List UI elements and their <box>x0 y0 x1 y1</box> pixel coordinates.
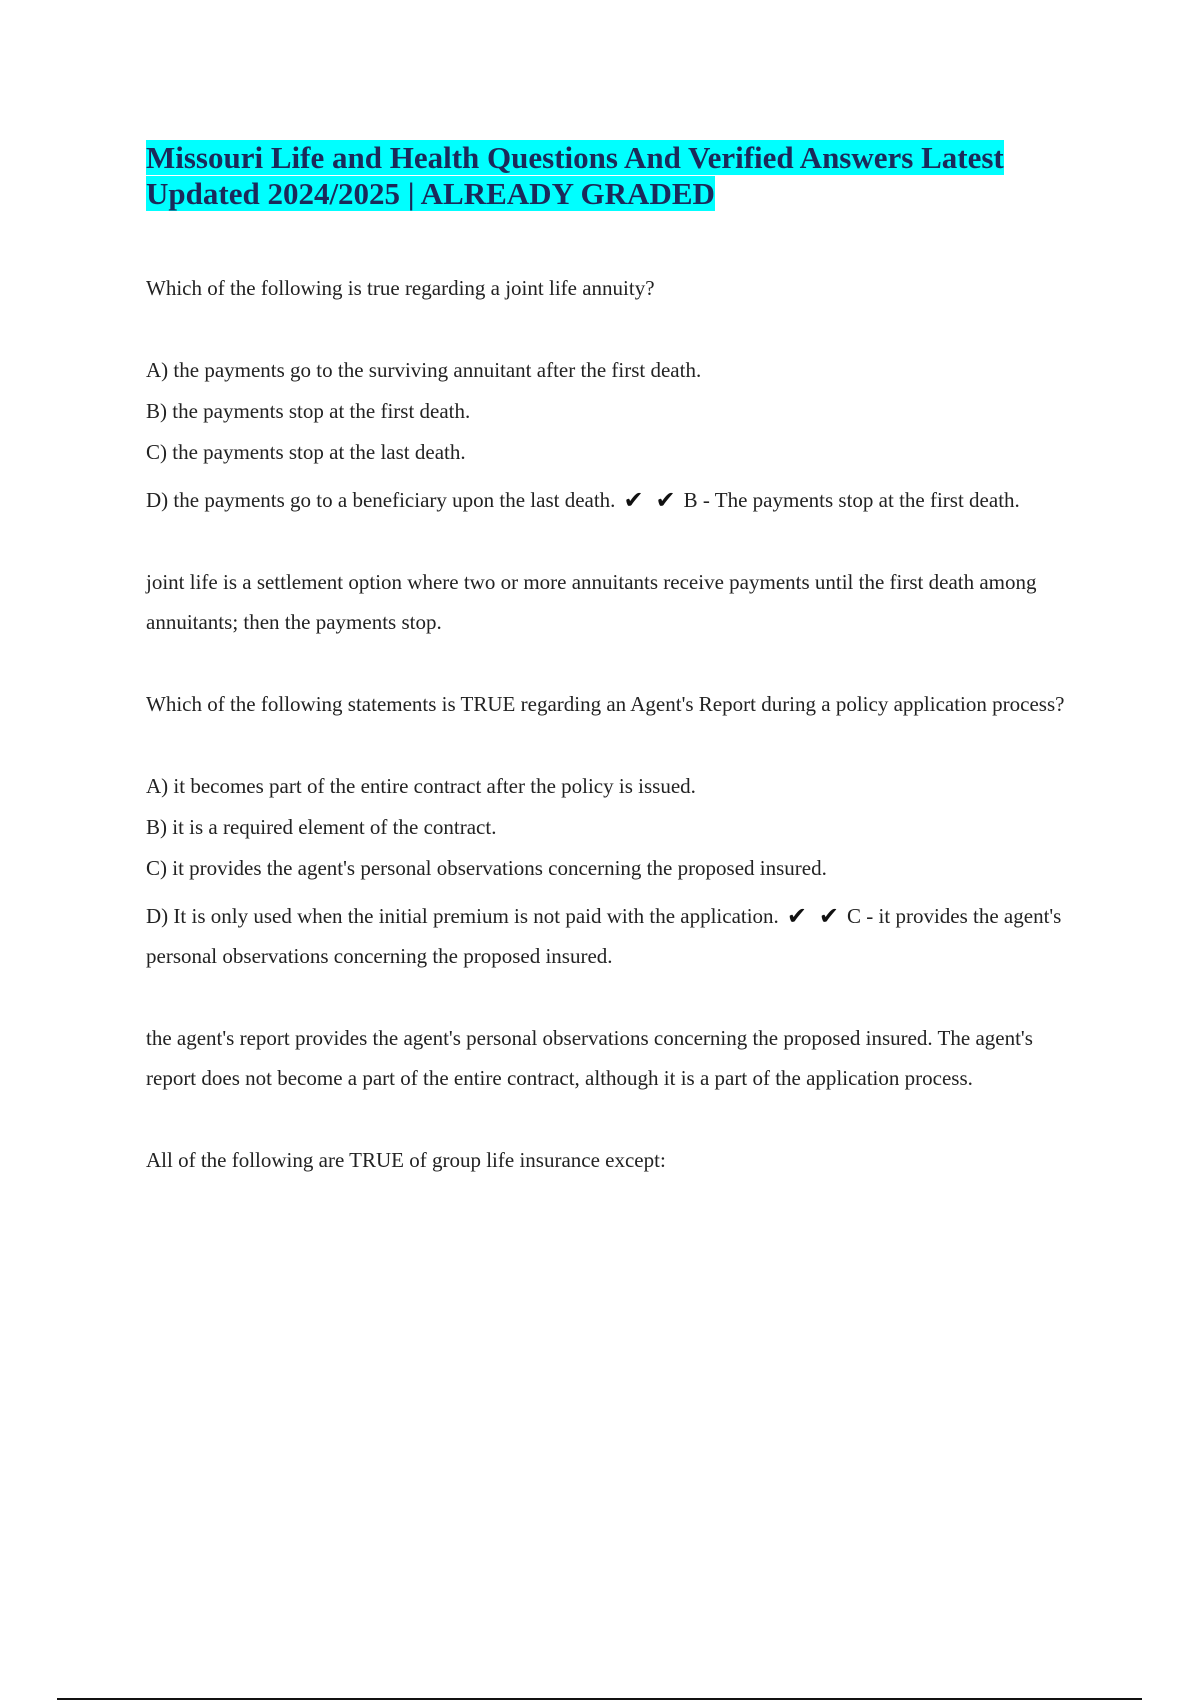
question-text: All of the following are TRUE of group life insurance except: <box>146 1148 666 1172</box>
option-b: B) the payments stop at the first death. <box>146 399 471 423</box>
option-d-with-answer <box>146 896 1066 976</box>
check-icon: ✔ <box>655 486 676 514</box>
question-text: Which of the following statements is TRUE regarding an Agent's Report during a policy application process? <box>146 692 1065 716</box>
options-list <box>146 766 1066 976</box>
option-a: A) it becomes part of the entire contract after the policy is issued. <box>146 774 696 798</box>
question-block-1 <box>146 268 1066 642</box>
question-text: Which of the following is true regarding a joint life annuity? <box>146 276 655 300</box>
title-line-1: Missouri Life and Health Questions And Verified Answers Latest <box>146 140 1004 175</box>
option-d: D) the payments go to a beneficiary upon the last death. <box>146 488 616 512</box>
document-page <box>146 140 1066 1180</box>
option-d: D) It is only used when the initial premium is not paid with the application. <box>146 904 779 928</box>
document-title <box>146 140 1066 212</box>
check-icon: ✔ <box>786 902 807 930</box>
answer-explanation: the agent's report provides the agent's personal observations concerning the proposed insured. The agent's report does not become a part of the entire contract, although it is a part of the application process. <box>146 1026 1033 1090</box>
title-line-2: Updated 2024/2025 | ALREADY GRADED <box>146 176 715 211</box>
question-block-2 <box>146 684 1066 1098</box>
option-b: B) it is a required element of the contract. <box>146 815 497 839</box>
answer-explanation: joint life is a settlement option where two or more annuitants receive payments until the first death among annuitants; then the payments stop. <box>146 570 1037 634</box>
check-icon: ✔ <box>818 902 840 930</box>
option-a: A) the payments go to the surviving annuitant after the first death. <box>146 358 702 382</box>
correct-answer: B - The payments stop at the first death. <box>683 488 1020 512</box>
correct-answer: C - it provides the agent's personal observations concerning the proposed insured. <box>146 904 1062 968</box>
question-block-3 <box>146 1140 1066 1180</box>
check-icon: ✔ <box>623 486 644 514</box>
options-list <box>146 350 1066 520</box>
option-d-with-answer <box>146 480 1066 520</box>
option-c: C) it provides the agent's personal observations concerning the proposed insured. <box>146 856 827 880</box>
option-c: C) the payments stop at the last death. <box>146 440 466 464</box>
